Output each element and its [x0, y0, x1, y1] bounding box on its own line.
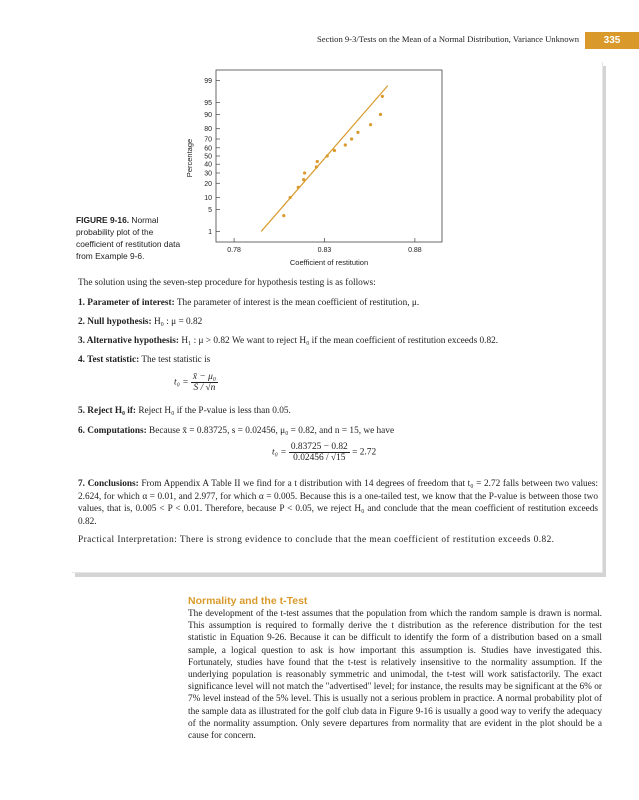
- data-point: [369, 123, 372, 126]
- c-fraction: [289, 442, 350, 463]
- figure-caption-text: Normal probability plot of the coefficient of restitution data from Example 9-6.: [76, 215, 181, 261]
- y-tick-label: 5: [208, 206, 212, 214]
- step-5-label: 5. Reject H₀ if:: [78, 406, 137, 416]
- c-numerator: 0.83725 − 0.82: [290, 442, 348, 452]
- data-point: [379, 113, 382, 116]
- data-point: [297, 186, 300, 189]
- step-7: [78, 478, 598, 528]
- x-axis-label: Coefficient of restitution: [289, 258, 369, 267]
- step-7-text: From Appendix A Table II we find for a t distribution with 14 degrees of freedom that t₀ = 2.72 falls between two values: 2.624, for which α = 0.01, and 2.977, for which α = 0.005. Because this is a one-tailed test, we know that the P-value is between those two values, that is, 0.005 < P < 0.01. Therefore, because P < 0.05, we reject H₀ and conclude that the mean coefficient of restitution exceeds 0.82.: [78, 479, 599, 527]
- figure-label: FIGURE 9-16.: [76, 215, 130, 225]
- test-statistic-formula: [174, 372, 218, 393]
- page-number: 335: [585, 32, 639, 49]
- data-point: [333, 149, 336, 152]
- step-5-text: Reject H₀ if the P-value is less than 0.05.: [138, 406, 291, 416]
- t0-numerator: x̄ − μ₀: [192, 372, 217, 382]
- data-point: [289, 196, 292, 199]
- x-tick-label: 0.88: [408, 247, 422, 254]
- step-3-text: H₁ : μ > 0.82 We want to reject H₀ if the mean coefficient of restitution exceeds 0.82.: [181, 336, 499, 346]
- t0-fraction: [191, 372, 218, 393]
- data-point: [326, 154, 329, 157]
- y-axis-label: Percentage: [185, 138, 194, 178]
- step-1-label: 1. Parameter of interest:: [78, 298, 175, 308]
- step-2-label: 2. Null hypothesis:: [78, 317, 152, 327]
- y-tick-label: 70: [204, 136, 212, 144]
- computation-formula: [272, 442, 376, 463]
- c-rhs: = 2.72: [352, 447, 377, 458]
- y-tick-label: 1: [208, 228, 212, 236]
- y-tick-label: 80: [204, 126, 212, 134]
- running-head-title: Section 9-3/Tests on the Mean of a Normal Distribution, Variance Unknown: [316, 34, 579, 44]
- t0-denominator: S / √n: [193, 383, 216, 393]
- step-4-text: The test statistic is: [141, 355, 211, 365]
- step-1: [78, 297, 598, 310]
- data-point: [303, 171, 306, 174]
- step-6-text: Because x̄ = 0.83725, s = 0.02456, μ₀ = 0.82, and n = 15, we have: [149, 426, 395, 436]
- data-point: [302, 178, 305, 181]
- y-tick-label: 60: [204, 145, 212, 153]
- figure-caption: [76, 214, 188, 262]
- step-2-text: H₀ : μ = 0.82: [153, 317, 203, 327]
- data-point: [356, 131, 359, 134]
- y-tick-label: 95: [204, 100, 212, 108]
- fit-line: [261, 86, 388, 232]
- step-3-label: 3. Alternative hypothesis:: [78, 336, 179, 346]
- y-tick-label: 10: [204, 195, 212, 203]
- y-tick-label: 30: [204, 170, 212, 178]
- practical-interpretation: Practical Interpretation: There is strong evidence to conclude that the mean coefficient of restitution exceeds 0.82.: [78, 535, 555, 545]
- plot-frame: [216, 70, 442, 242]
- c-lhs: t₀ =: [272, 447, 287, 458]
- data-point: [316, 160, 319, 163]
- y-tick-label: 99: [204, 78, 212, 86]
- step-4-label: 4. Test statistic:: [78, 355, 140, 365]
- step-5: [78, 405, 598, 418]
- solution-intro: The solution using the seven-step procedure for hypothesis testing is as follows:: [78, 278, 376, 288]
- c-denominator: 0.02456 / √15: [293, 453, 346, 463]
- section-heading: Normality and the t-Test: [188, 595, 308, 607]
- running-head: [0, 32, 639, 48]
- x-tick-label: 0.83: [317, 247, 332, 254]
- y-tick-label: 20: [204, 180, 212, 188]
- data-point: [350, 137, 353, 140]
- step-3: [78, 335, 598, 348]
- normal-probability-plot: [180, 66, 450, 274]
- data-point: [381, 95, 384, 98]
- step-1-text: The parameter of interest is the mean coefficient of restitution, μ.: [176, 298, 420, 308]
- section-paragraph: The development of the t-test assumes that the population from which the random sample is drawn is normal. This assumption is required to formally derive the t distribution as the reference distribution for the test statistic in Equation 9-26. Because it can be difficult to identify the form of a distribution based on a small sample, a logical question to ask is how important this assumption is. Studies have investigated this. Fortunately, studies have found that the t-test is relatively insensitive to the normality assumption. If the underlying population is reasonably symmetric and unimodal, the t-test will work satisfactorily. The exact significance level will not match the "advertised" level; for instance, the results may be significant at the 6% or 7% level instead of the 5% level. This is usually not a serious problem in practice. A normal probability plot of the sample data as illustrated for the golf club data in Figure 9-16 is usually a good way to verify the adequacy of the normality assumption. Only severe departures from normality that are evident in the plot should be a cause for concern.: [188, 609, 602, 742]
- data-point: [282, 214, 285, 217]
- y-tick-label: 90: [204, 111, 212, 119]
- step-4: [78, 354, 598, 367]
- t0-lhs: t₀ =: [174, 377, 189, 388]
- data-point: [344, 143, 347, 146]
- data-point: [315, 165, 318, 168]
- step-2: [78, 316, 598, 329]
- step-6-label: 6. Computations:: [78, 426, 147, 436]
- step-7-label: 7. Conclusions:: [78, 479, 139, 489]
- y-tick-label: 50: [204, 153, 212, 161]
- step-6: [78, 425, 598, 438]
- y-tick-label: 40: [204, 161, 212, 169]
- x-tick-label: 0.78: [227, 247, 241, 254]
